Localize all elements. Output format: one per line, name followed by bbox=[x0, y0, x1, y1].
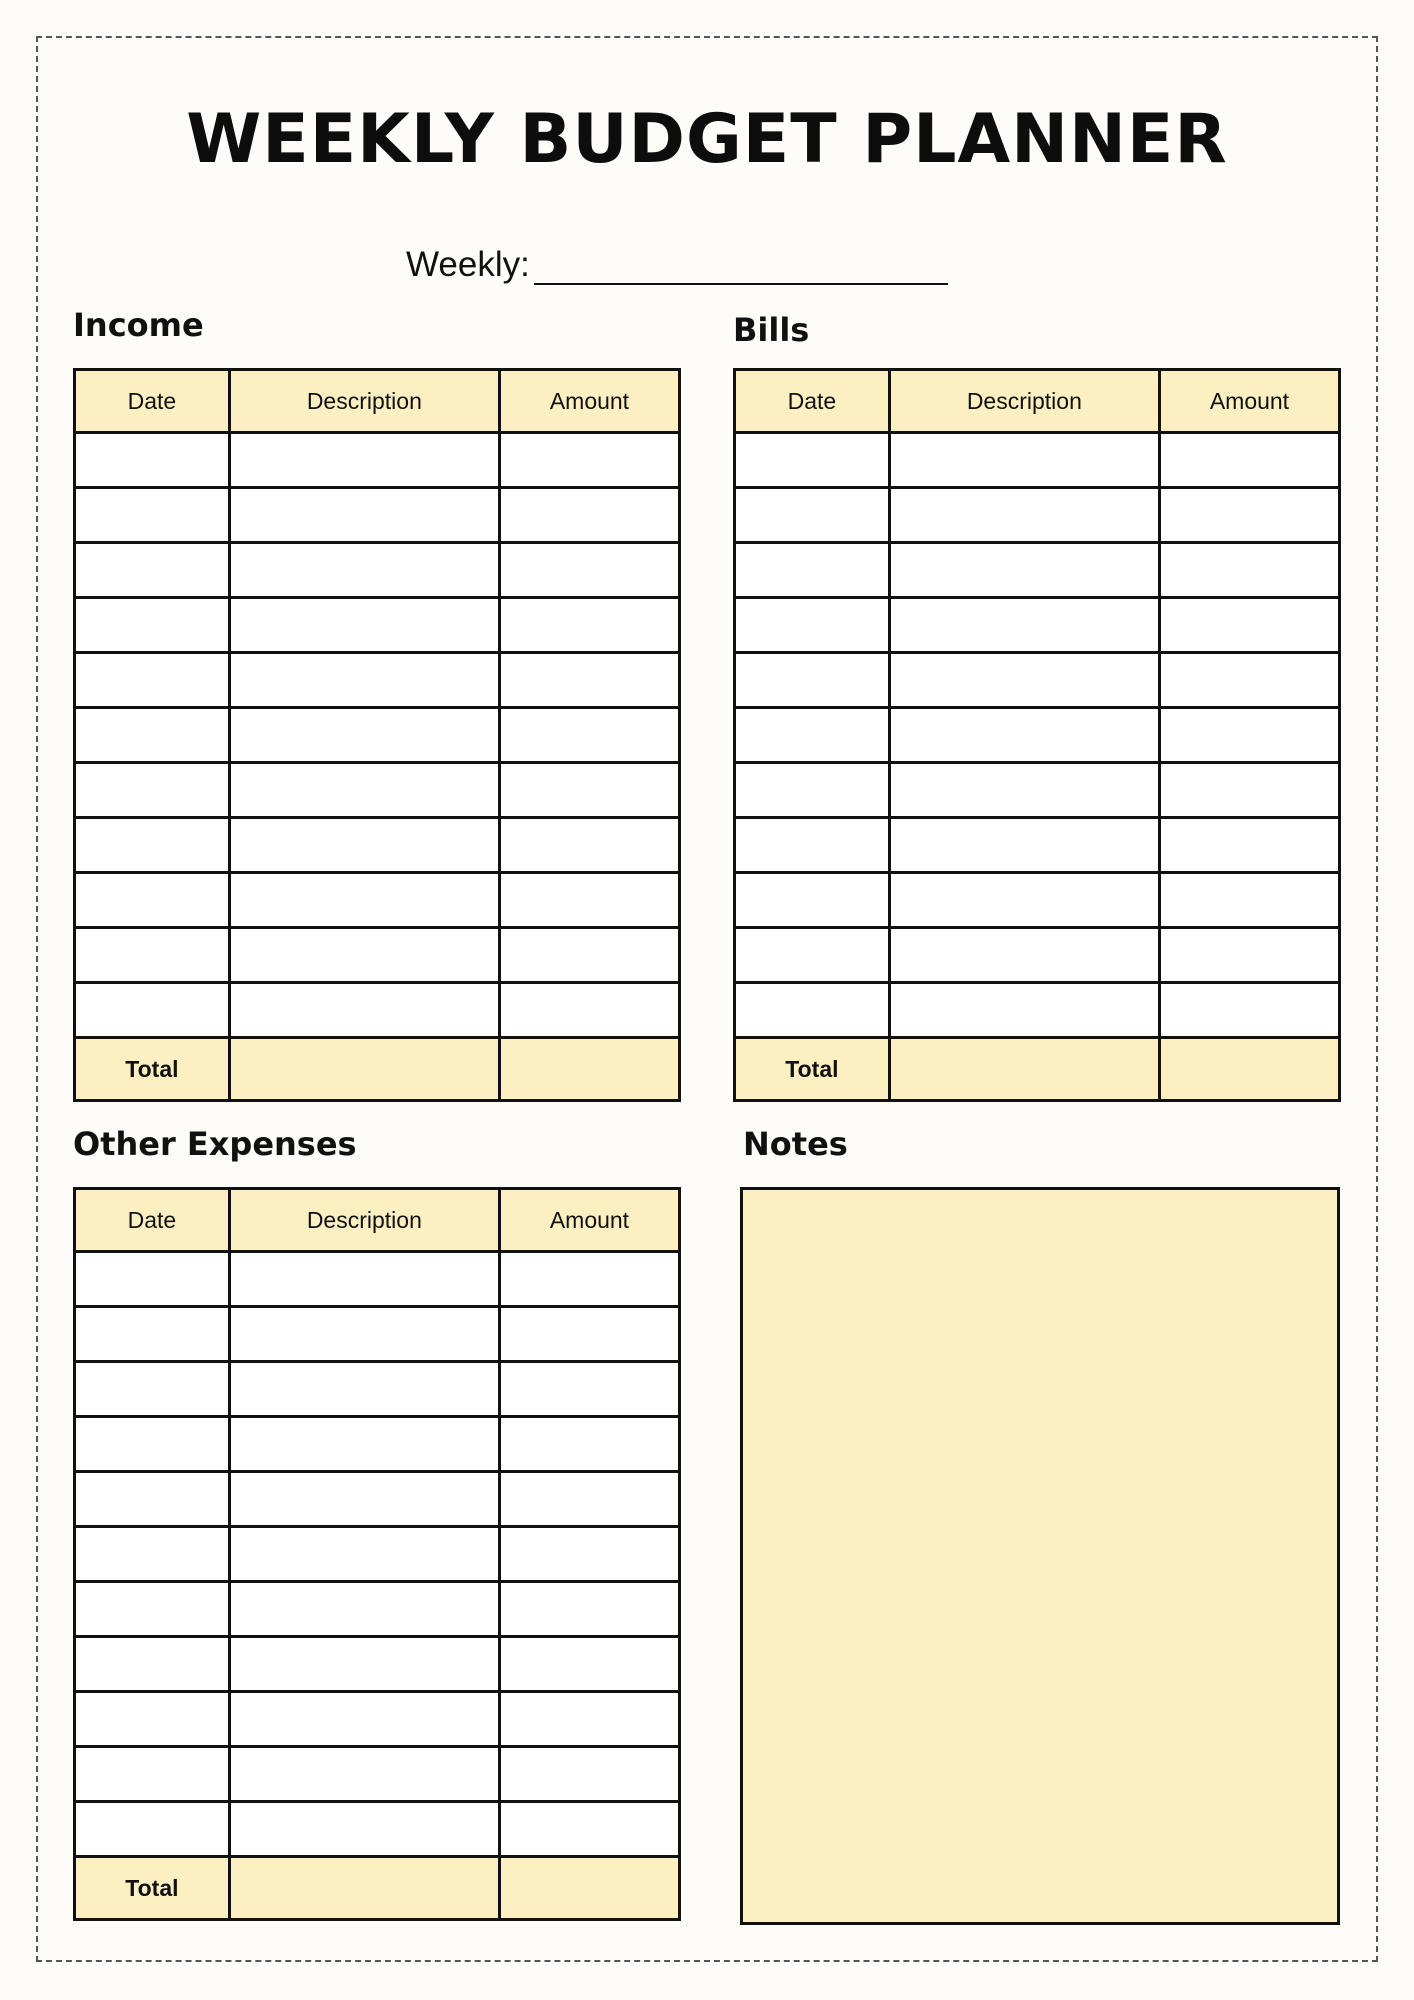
bills-amount-header: Amount bbox=[1159, 370, 1339, 433]
income-description-cell[interactable] bbox=[229, 488, 499, 543]
other-expenses-table-row bbox=[75, 1472, 680, 1527]
other-expenses-amount-header: Amount bbox=[499, 1189, 679, 1252]
other-expenses-amount-cell[interactable] bbox=[499, 1307, 679, 1362]
income-description-cell[interactable] bbox=[229, 818, 499, 873]
bills-table-row bbox=[735, 488, 1340, 543]
bills-date-cell[interactable] bbox=[735, 653, 890, 708]
bills-description-cell[interactable] bbox=[889, 543, 1159, 598]
income-date-cell[interactable] bbox=[75, 598, 230, 653]
other-expenses-description-cell[interactable] bbox=[229, 1362, 499, 1417]
income-amount-cell[interactable] bbox=[499, 543, 679, 598]
income-total-description-cell[interactable] bbox=[229, 1038, 499, 1101]
other-expenses-date-cell[interactable] bbox=[75, 1362, 230, 1417]
bills-date-cell[interactable] bbox=[735, 928, 890, 983]
bills-description-cell[interactable] bbox=[889, 488, 1159, 543]
bills-total-label: Total bbox=[735, 1038, 890, 1101]
income-description-cell[interactable] bbox=[229, 653, 499, 708]
other-expenses-date-cell[interactable] bbox=[75, 1582, 230, 1637]
bills-date-cell[interactable] bbox=[735, 818, 890, 873]
bills-description-header: Description bbox=[889, 370, 1159, 433]
bills-rows bbox=[735, 433, 1340, 1038]
income-amount-cell[interactable] bbox=[499, 653, 679, 708]
other-expenses-amount-cell[interactable] bbox=[499, 1582, 679, 1637]
income-table-row bbox=[75, 433, 680, 488]
other-expenses-rows bbox=[75, 1252, 680, 1857]
income-amount-cell[interactable] bbox=[499, 763, 679, 818]
bills-table-row bbox=[735, 598, 1340, 653]
income-amount-cell[interactable] bbox=[499, 433, 679, 488]
other-expenses-amount-cell[interactable] bbox=[499, 1417, 679, 1472]
bills-date-cell[interactable] bbox=[735, 763, 890, 818]
income-date-cell[interactable] bbox=[75, 928, 230, 983]
bills-date-cell[interactable] bbox=[735, 873, 890, 928]
income-table-row bbox=[75, 488, 680, 543]
income-header-row bbox=[75, 370, 680, 433]
bills-table-row bbox=[735, 708, 1340, 763]
other-expenses-amount-cell[interactable] bbox=[499, 1747, 679, 1802]
income-description-cell[interactable] bbox=[229, 763, 499, 818]
bills-amount-cell[interactable] bbox=[1159, 543, 1339, 598]
bills-date-cell[interactable] bbox=[735, 433, 890, 488]
other-expenses-amount-cell[interactable] bbox=[499, 1362, 679, 1417]
bills-description-cell[interactable] bbox=[889, 763, 1159, 818]
bills-description-cell[interactable] bbox=[889, 598, 1159, 653]
income-date-cell[interactable] bbox=[75, 818, 230, 873]
income-date-cell[interactable] bbox=[75, 488, 230, 543]
bills-date-cell[interactable] bbox=[735, 543, 890, 598]
bills-heading: Bills bbox=[733, 311, 810, 349]
bills-description-cell[interactable] bbox=[889, 983, 1159, 1038]
income-date-cell[interactable] bbox=[75, 708, 230, 763]
bills-date-cell[interactable] bbox=[735, 983, 890, 1038]
income-description-header: Description bbox=[229, 370, 499, 433]
other-expenses-description-cell[interactable] bbox=[229, 1417, 499, 1472]
income-date-cell[interactable] bbox=[75, 873, 230, 928]
other-expenses-amount-cell[interactable] bbox=[499, 1637, 679, 1692]
other-expenses-amount-cell[interactable] bbox=[499, 1692, 679, 1747]
other-expenses-table-row bbox=[75, 1637, 680, 1692]
income-date-header: Date bbox=[75, 370, 230, 433]
weekly-label: Weekly: bbox=[406, 245, 530, 284]
other-expenses-total-description-cell[interactable] bbox=[229, 1857, 499, 1920]
income-table-row bbox=[75, 653, 680, 708]
weekly-field bbox=[406, 245, 948, 285]
bills-date-cell[interactable] bbox=[735, 708, 890, 763]
other-expenses-date-cell[interactable] bbox=[75, 1637, 230, 1692]
other-expenses-table-row bbox=[75, 1307, 680, 1362]
bills-total-row bbox=[735, 1038, 1340, 1101]
other-expenses-table-row bbox=[75, 1582, 680, 1637]
bills-total-amount-cell[interactable] bbox=[1159, 1038, 1339, 1101]
income-amount-cell[interactable] bbox=[499, 873, 679, 928]
income-amount-cell[interactable] bbox=[499, 488, 679, 543]
other-expenses-description-cell[interactable] bbox=[229, 1252, 499, 1307]
other-expenses-amount-cell[interactable] bbox=[499, 1472, 679, 1527]
bills-header-row bbox=[735, 370, 1340, 433]
income-table-row bbox=[75, 598, 680, 653]
other-expenses-description-header: Description bbox=[229, 1189, 499, 1252]
bills-date-cell[interactable] bbox=[735, 488, 890, 543]
bills-amount-cell[interactable] bbox=[1159, 708, 1339, 763]
other-expenses-description-cell[interactable] bbox=[229, 1582, 499, 1637]
other-expenses-header-row bbox=[75, 1189, 680, 1252]
other-expenses-description-cell[interactable] bbox=[229, 1802, 499, 1857]
income-amount-cell[interactable] bbox=[499, 708, 679, 763]
income-table-row bbox=[75, 763, 680, 818]
bills-amount-cell[interactable] bbox=[1159, 983, 1339, 1038]
bills-description-cell[interactable] bbox=[889, 433, 1159, 488]
income-table-row bbox=[75, 873, 680, 928]
bills-total-description-cell[interactable] bbox=[889, 1038, 1159, 1101]
bills-table-row bbox=[735, 928, 1340, 983]
income-description-cell[interactable] bbox=[229, 598, 499, 653]
income-description-cell[interactable] bbox=[229, 543, 499, 598]
other-expenses-table-row bbox=[75, 1802, 680, 1857]
notes-heading: Notes bbox=[743, 1125, 848, 1163]
income-total-row bbox=[75, 1038, 680, 1101]
bills-description-cell[interactable] bbox=[889, 928, 1159, 983]
other-expenses-description-cell[interactable] bbox=[229, 1637, 499, 1692]
other-expenses-date-cell[interactable] bbox=[75, 1692, 230, 1747]
bills-table-row bbox=[735, 983, 1340, 1038]
bills-amount-cell[interactable] bbox=[1159, 653, 1339, 708]
other-expenses-date-cell[interactable] bbox=[75, 1802, 230, 1857]
income-amount-cell[interactable] bbox=[499, 983, 679, 1038]
other-expenses-table-row bbox=[75, 1527, 680, 1582]
other-expenses-total-amount-cell[interactable] bbox=[499, 1857, 679, 1920]
bills-description-cell[interactable] bbox=[889, 873, 1159, 928]
other-expenses-date-cell[interactable] bbox=[75, 1417, 230, 1472]
other-expenses-description-cell[interactable] bbox=[229, 1747, 499, 1802]
bills-description-cell[interactable] bbox=[889, 653, 1159, 708]
income-description-cell[interactable] bbox=[229, 873, 499, 928]
income-date-cell[interactable] bbox=[75, 433, 230, 488]
notes-area[interactable] bbox=[740, 1187, 1340, 1925]
bills-description-cell[interactable] bbox=[889, 818, 1159, 873]
other-expenses-date-cell[interactable] bbox=[75, 1307, 230, 1362]
income-amount-cell[interactable] bbox=[499, 818, 679, 873]
other-expenses-amount-cell[interactable] bbox=[499, 1802, 679, 1857]
bills-table-row bbox=[735, 873, 1340, 928]
other-expenses-table bbox=[73, 1187, 681, 1921]
other-expenses-table-row bbox=[75, 1417, 680, 1472]
other-expenses-description-cell[interactable] bbox=[229, 1307, 499, 1362]
bills-description-cell[interactable] bbox=[889, 708, 1159, 763]
other-expenses-total-row bbox=[75, 1857, 680, 1920]
other-expenses-description-cell[interactable] bbox=[229, 1527, 499, 1582]
bills-amount-cell[interactable] bbox=[1159, 928, 1339, 983]
other-expenses-table-row bbox=[75, 1692, 680, 1747]
bills-table bbox=[733, 368, 1341, 1102]
income-date-cell[interactable] bbox=[75, 983, 230, 1038]
bills-table-row bbox=[735, 818, 1340, 873]
income-description-cell[interactable] bbox=[229, 928, 499, 983]
other-expenses-date-header: Date bbox=[75, 1189, 230, 1252]
other-expenses-date-cell[interactable] bbox=[75, 1472, 230, 1527]
bills-table-row bbox=[735, 653, 1340, 708]
income-date-cell[interactable] bbox=[75, 653, 230, 708]
income-heading: Income bbox=[73, 306, 204, 344]
other-expenses-date-cell[interactable] bbox=[75, 1527, 230, 1582]
income-table-row bbox=[75, 708, 680, 763]
bills-table-row bbox=[735, 543, 1340, 598]
other-expenses-date-cell[interactable] bbox=[75, 1252, 230, 1307]
bills-amount-cell[interactable] bbox=[1159, 818, 1339, 873]
bills-amount-cell[interactable] bbox=[1159, 763, 1339, 818]
income-description-cell[interactable] bbox=[229, 433, 499, 488]
other-expenses-heading: Other Expenses bbox=[73, 1125, 357, 1163]
bills-amount-cell[interactable] bbox=[1159, 598, 1339, 653]
other-expenses-amount-cell[interactable] bbox=[499, 1252, 679, 1307]
income-date-cell[interactable] bbox=[75, 543, 230, 598]
other-expenses-total-label: Total bbox=[75, 1857, 230, 1920]
income-table-row bbox=[75, 928, 680, 983]
income-table-row bbox=[75, 983, 680, 1038]
income-table-row bbox=[75, 818, 680, 873]
income-amount-cell[interactable] bbox=[499, 928, 679, 983]
other-expenses-table-row bbox=[75, 1362, 680, 1417]
other-expenses-date-cell[interactable] bbox=[75, 1747, 230, 1802]
other-expenses-description-cell[interactable] bbox=[229, 1692, 499, 1747]
income-total-label: Total bbox=[75, 1038, 230, 1101]
income-amount-cell[interactable] bbox=[499, 598, 679, 653]
bills-table-row bbox=[735, 433, 1340, 488]
income-total-amount-cell[interactable] bbox=[499, 1038, 679, 1101]
income-description-cell[interactable] bbox=[229, 708, 499, 763]
bills-amount-cell[interactable] bbox=[1159, 873, 1339, 928]
bills-date-header: Date bbox=[735, 370, 890, 433]
page-title: WEEKLY BUDGET PLANNER bbox=[186, 100, 1228, 179]
weekly-input-line[interactable] bbox=[534, 247, 948, 285]
other-expenses-amount-cell[interactable] bbox=[499, 1527, 679, 1582]
bills-amount-cell[interactable] bbox=[1159, 488, 1339, 543]
bills-amount-cell[interactable] bbox=[1159, 433, 1339, 488]
bills-date-cell[interactable] bbox=[735, 598, 890, 653]
income-amount-header: Amount bbox=[499, 370, 679, 433]
income-description-cell[interactable] bbox=[229, 983, 499, 1038]
other-expenses-table-row bbox=[75, 1252, 680, 1307]
bills-table-row bbox=[735, 763, 1340, 818]
income-table-row bbox=[75, 543, 680, 598]
income-rows bbox=[75, 433, 680, 1038]
other-expenses-table-row bbox=[75, 1747, 680, 1802]
other-expenses-description-cell[interactable] bbox=[229, 1472, 499, 1527]
income-date-cell[interactable] bbox=[75, 763, 230, 818]
income-table bbox=[73, 368, 681, 1102]
